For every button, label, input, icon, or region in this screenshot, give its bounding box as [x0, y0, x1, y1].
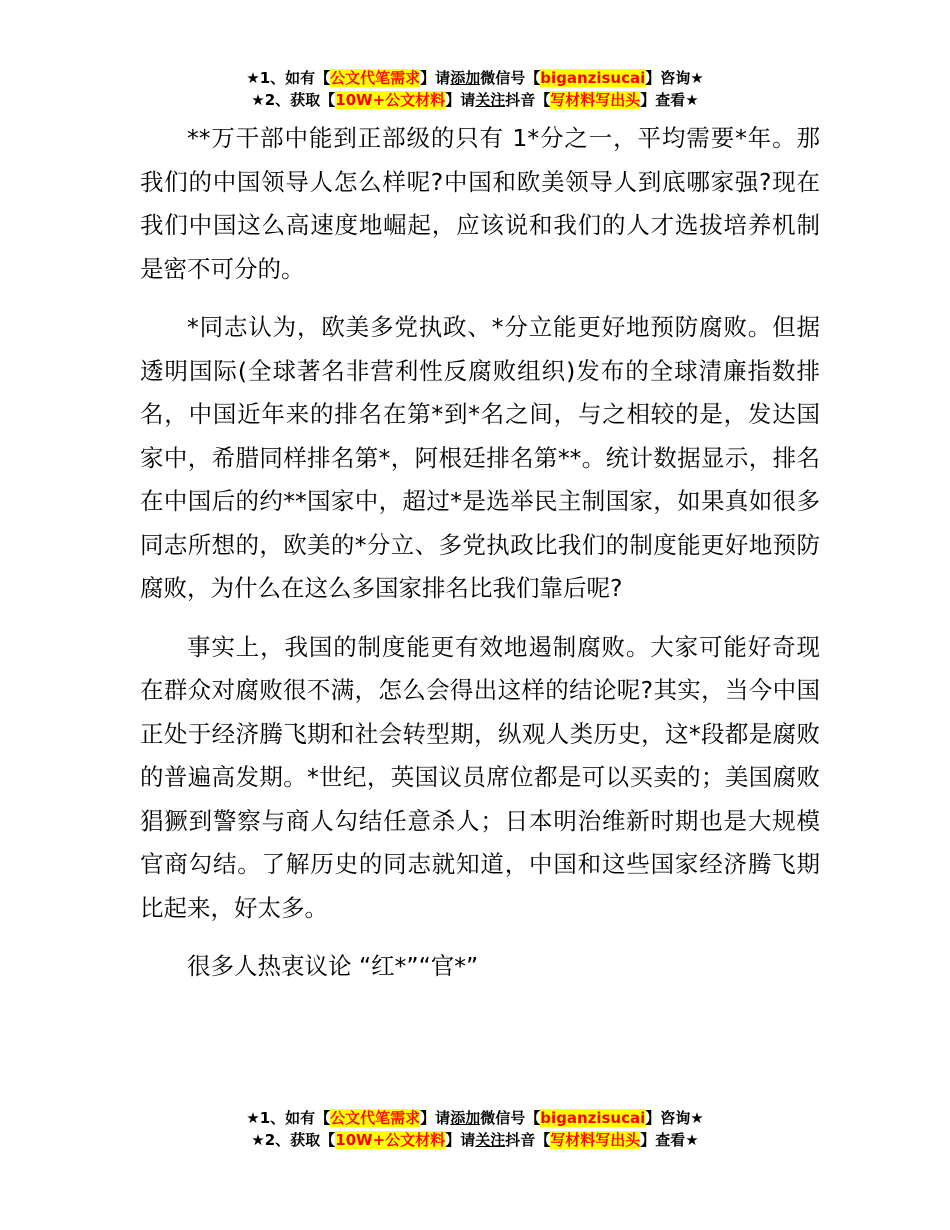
banner-text: 抖音【 — [505, 91, 551, 109]
header-banner — [0, 67, 950, 111]
banner-text: 】咨询★ — [645, 69, 704, 87]
banner-text: 】咨询★ — [645, 1109, 704, 1127]
banner-text: 抖音【 — [505, 1131, 551, 1149]
banner-text: 微信号【 — [480, 1109, 541, 1127]
banner-text: 微信号【 — [480, 69, 541, 87]
highlight-wechat-id: biganzisucai — [540, 1109, 646, 1127]
paragraph-1: **万干部中能到正部级的只有 1*分之一，平均需要*年。那我们的中国领导人怎么样呢?中国和欧美领导人到底哪家强?现在我们中国这么高速度地崛起，应该说和我们的人才选拔培养机制是密不可分的。 — [140, 124, 820, 283]
banner-line-1 — [0, 1107, 950, 1129]
highlight-ghostwriting: 公文代笔需求 — [330, 69, 421, 87]
underlined-follow: 关注 — [475, 91, 506, 109]
banner-text: ★1、如有【 — [246, 69, 331, 87]
highlight-materials: 10W+公文材料 — [335, 91, 446, 109]
banner-text: 】请 — [445, 1131, 476, 1149]
highlight-douyin: 写材料写出头 — [550, 91, 641, 109]
banner-text: ★1、如有【 — [246, 1109, 331, 1127]
document-body — [140, 117, 820, 1004]
highlight-wechat-id: biganzisucai — [540, 69, 646, 87]
highlight-douyin: 写材料写出头 — [550, 1131, 641, 1149]
footer-banner — [0, 1107, 950, 1151]
banner-text: 】请 — [420, 69, 451, 87]
highlight-materials: 10W+公文材料 — [335, 1131, 446, 1149]
banner-text: ★2、获取【 — [251, 91, 336, 109]
banner-line-2 — [0, 89, 950, 111]
paragraph-2: *同志认为，欧美多党执政、*分立能更好地预防腐败。但据透明国际(全球著名非营利性反腐败组织)发布的全球清廉指数排名，中国近年来的排名在第*到*名之间，与之相较的是，发达国家中，希腊同样排名第*，阿根廷排名第**。统计数据显示，排名在中国后的约**国家中，超过*是选举民主制国家，如果真如很多同志所想的，欧美的*分立、多党执政比我们的制度能更好地预防腐败，为什么在这么多国家排名比我们靠后呢? — [140, 313, 820, 602]
banner-text: 】查看★ — [640, 1131, 699, 1149]
banner-text: 】请 — [445, 91, 476, 109]
banner-line-2 — [0, 1129, 950, 1151]
banner-text: ★2、获取【 — [251, 1131, 336, 1149]
paragraph-3: 事实上，我国的制度能更有效地遏制腐败。大家可能好奇现在群众对腐败很不满，怎么会得出这样的结论呢?其实，当今中国正处于经济腾飞期和社会转型期，纵观人类历史，这*段都是腐败的普遍高发期。*世纪，英国议员席位都是可以买卖的；美国腐败猖獗到警察与商人勾结任意杀人；日本明治维新时期也是大规模官商勾结。了解历史的同志就知道，中国和这些国家经济腾飞期比起来，好太多。 — [140, 632, 820, 922]
banner-line-1 — [0, 67, 950, 89]
paragraph-4: 很多人热衷议论 “红*”“官*” — [187, 952, 479, 980]
underlined-add: 添加 — [450, 1109, 481, 1127]
highlight-ghostwriting: 公文代笔需求 — [330, 1109, 421, 1127]
banner-text: 】查看★ — [640, 91, 699, 109]
underlined-add: 添加 — [450, 69, 481, 87]
underlined-follow: 关注 — [475, 1131, 506, 1149]
banner-text: 】请 — [420, 1109, 451, 1127]
